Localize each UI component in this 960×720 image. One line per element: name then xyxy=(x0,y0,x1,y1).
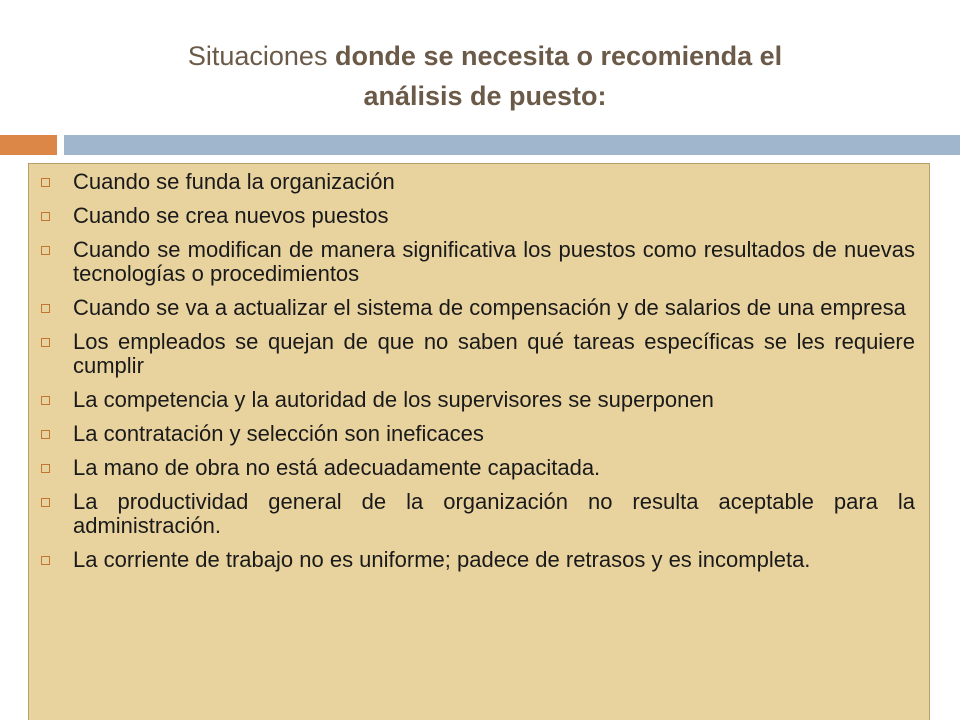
list-item-text: Cuando se funda la organización xyxy=(73,169,395,194)
list-item xyxy=(29,296,915,320)
list-item-text: La contratación y selección son ineficaces xyxy=(73,421,484,446)
list-item xyxy=(29,422,915,446)
square-bullet-icon xyxy=(41,464,50,473)
list-item-text: La mano de obra no está adecuadamente capacitada. xyxy=(73,455,601,480)
square-bullet-icon xyxy=(41,212,50,221)
title-bold-line1: donde se necesita o recomienda el xyxy=(334,41,783,71)
title-normal: Situaciones xyxy=(187,41,335,71)
title-bold-line2: análisis de puesto: xyxy=(363,81,607,111)
list-item xyxy=(29,548,915,572)
square-bullet-icon xyxy=(41,246,50,255)
list-item-text: Cuando se va a actualizar el sistema de compensación y de salarios de una empresa xyxy=(73,295,906,320)
list-item xyxy=(29,238,915,286)
list-item xyxy=(29,330,915,378)
list-item-text: Cuando se modifican de manera significativa los puestos como resultados de nuevas tecnologías o procedimientos xyxy=(73,237,915,286)
list-item-text: La productividad general de la organización no resulta aceptable para la administración. xyxy=(73,489,915,538)
list-item xyxy=(29,388,915,412)
slide-title xyxy=(60,36,910,116)
square-bullet-icon xyxy=(41,304,50,313)
list-item xyxy=(29,170,915,194)
list-item-text: Los empleados se quejan de que no saben qué tareas específicas se les requiere cumplir xyxy=(73,329,915,378)
accent-bar-orange xyxy=(0,135,57,155)
list-item-text: Cuando se crea nuevos puestos xyxy=(73,203,389,228)
list-item-text: La corriente de trabajo no es uniforme; padece de retrasos y es incompleta. xyxy=(73,547,811,572)
bullet-list xyxy=(29,170,915,582)
list-item-text: La competencia y la autoridad de los supervisores se superponen xyxy=(73,387,714,412)
square-bullet-icon xyxy=(41,498,50,507)
square-bullet-icon xyxy=(41,556,50,565)
list-item xyxy=(29,490,915,538)
list-item xyxy=(29,456,915,480)
content-box xyxy=(28,163,930,720)
list-item xyxy=(29,204,915,228)
square-bullet-icon xyxy=(41,338,50,347)
square-bullet-icon xyxy=(41,430,50,439)
square-bullet-icon xyxy=(41,178,50,187)
accent-bar-blue xyxy=(64,135,960,155)
square-bullet-icon xyxy=(41,396,50,405)
